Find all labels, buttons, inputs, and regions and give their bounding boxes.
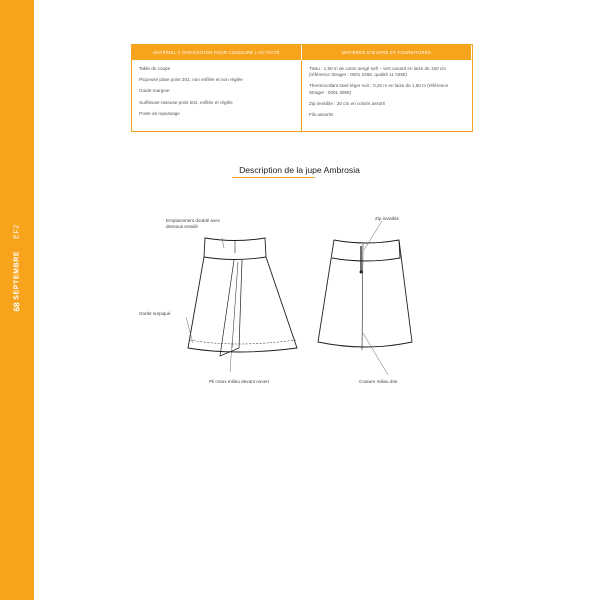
list-item: Fils assortis [309, 111, 334, 117]
spine-code: EF2 [13, 224, 21, 239]
skirt-technical-drawing [62, 0, 537, 600]
back-seam-label: Couture milieu dos [359, 379, 398, 384]
list-item: Zip invisible : 20 cm en coloris assorti [309, 100, 386, 106]
list-item: Thermocollant tissé léger noir : 0,20 m en laize de 1,50 m (référence Strager : 0001 3969) [309, 83, 449, 95]
skirt-back-drawing [318, 240, 412, 350]
list-item: Tissu : 1,50 m de coton sergé soft – vert canard en laize de 150 cm (référence Strager : 0001 2268, qualité 11 0385) [309, 66, 446, 78]
list-item: Piqueuse plate point 301, non enfilée et non réglée [139, 77, 243, 83]
pleat-label: Pli creux milieu devant ouvert [209, 379, 270, 384]
back-waistband [332, 240, 400, 261]
waistband-label: Emplacement doublé avec dessous entoilé [166, 218, 221, 229]
table-header-equipment: MATÉRIEL À DISPOSITION POUR CONDUIRE L'ACTIVITÉ [132, 45, 302, 60]
spine-label [14, 224, 21, 300]
back-center-seam [362, 244, 363, 350]
back-skirt-body [318, 240, 412, 347]
skirt-front-drawing [188, 238, 297, 356]
spine-month: SEPTEMBRE [13, 250, 21, 300]
list-item: Guide-margeur [139, 88, 170, 94]
book-page [62, 0, 537, 600]
leader-lines [186, 221, 388, 375]
zip-label: Zip invisible [375, 216, 399, 221]
pleat-fold-line [232, 262, 238, 348]
page-number: 68 [12, 302, 22, 312]
front-hem-stitching [190, 340, 296, 344]
zip-pull [360, 271, 362, 273]
list-item: Poste de repassage [139, 110, 180, 116]
table-header-supplies: MATIÈRES D'ŒUVRE ET FOURNITURES [302, 45, 472, 60]
chapter-spine [0, 0, 34, 600]
hem-label: Ourlet surpiqué [139, 311, 171, 316]
section-title: Description de la jupe Ambrosia [239, 165, 360, 175]
front-skirt-body [188, 257, 297, 352]
list-item: Surfileuse-raseuse point 504, enfilée et réglée [139, 99, 233, 105]
list-item: Table de coupe [139, 66, 171, 71]
front-pleat [220, 260, 242, 356]
